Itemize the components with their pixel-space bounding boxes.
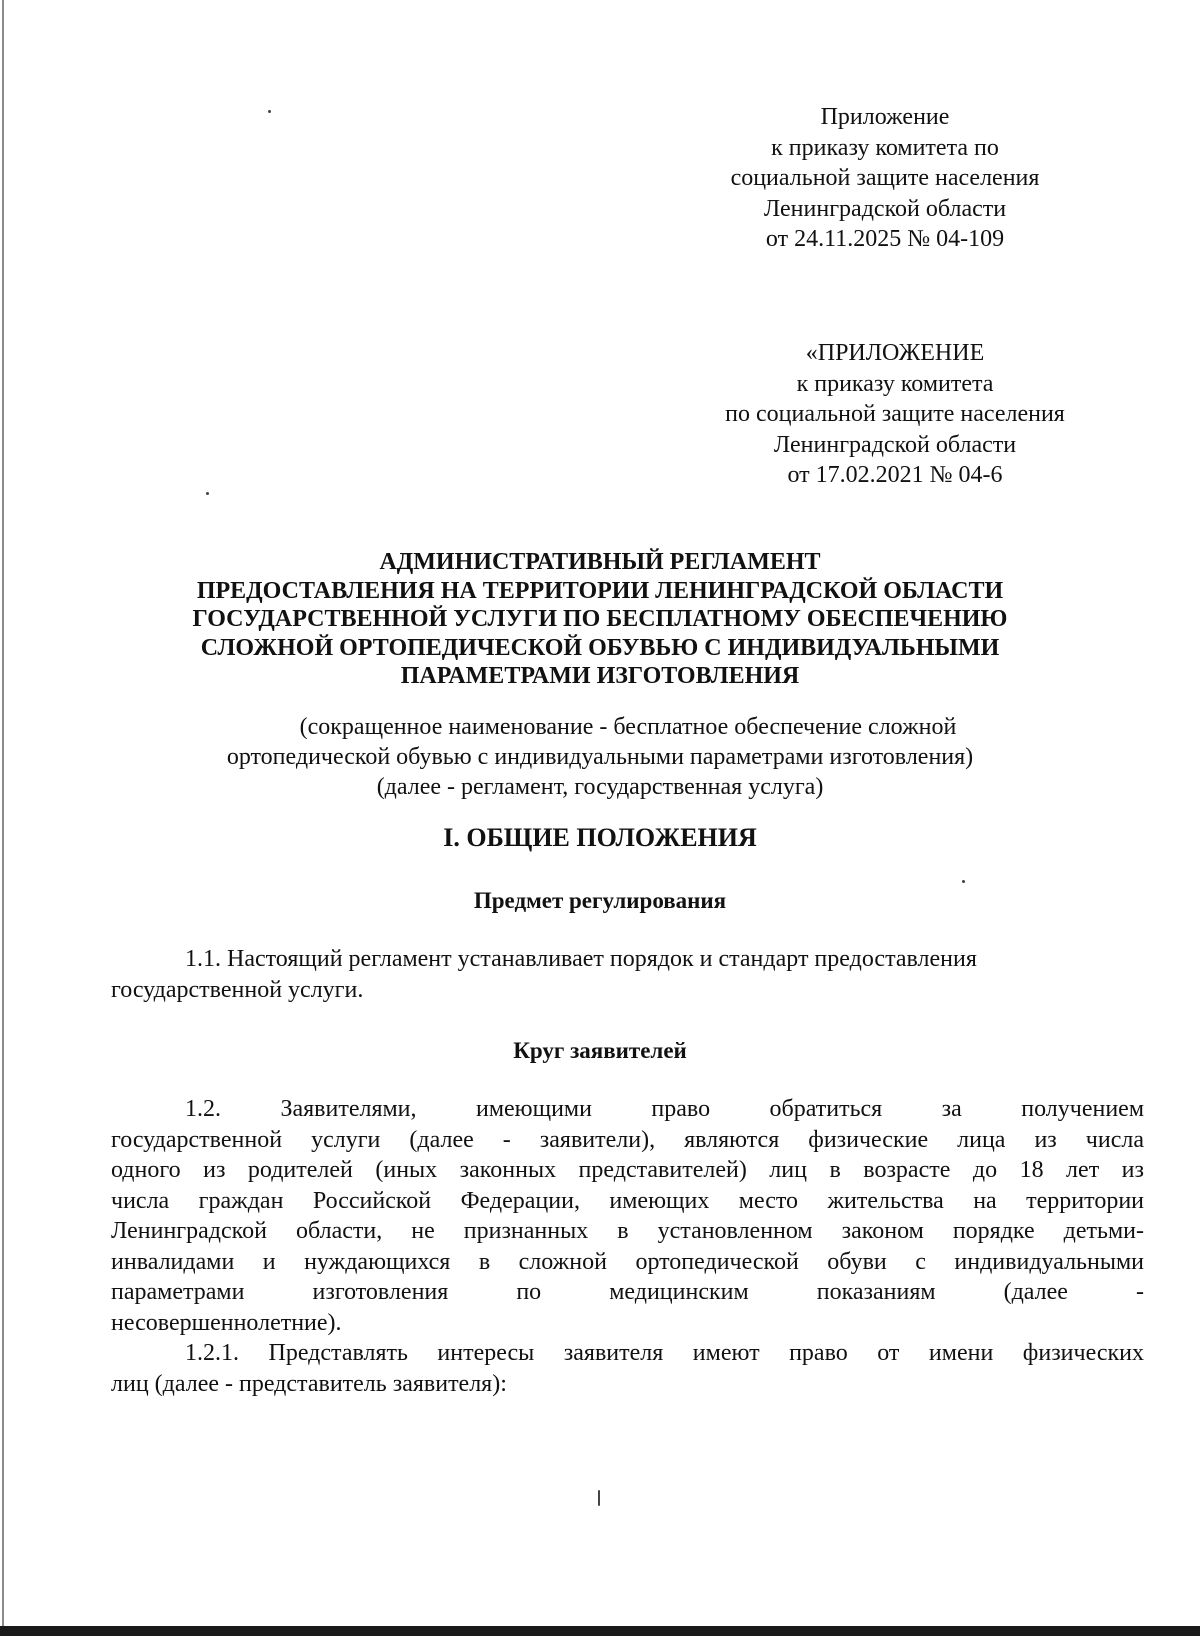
original-appendix-line: Ленинградской области bbox=[773, 431, 1017, 458]
scan-speck bbox=[268, 110, 271, 113]
paragraph-line: несовершеннолетние). bbox=[111, 1309, 342, 1336]
original-appendix-line: «ПРИЛОЖЕНИЕ bbox=[805, 340, 985, 366]
paragraph-line: числа граждан Российской Федерации, имеющих место жительства на территории bbox=[111, 1187, 1144, 1214]
paragraph-line: параметрами изготовления по медицинским показаниям (далее - bbox=[111, 1279, 1144, 1305]
paragraph-1-2 bbox=[111, 1094, 1144, 1338]
title-line: СЛОЖНОЙ ОРТОПЕДИЧЕСКОЙ ОБУВЬЮ С ИНДИВИДУАЛЬНЫМИ bbox=[200, 634, 1000, 661]
title-line: ПАРАМЕТРАМИ ИЗГОТОВЛЕНИЯ bbox=[400, 663, 800, 689]
paragraph-line: 1.2.1. Представлять интересы заявителя имеют право от имени физических bbox=[185, 1340, 1144, 1366]
paragraph-1-2-1 bbox=[111, 1338, 1144, 1399]
original-appendix-block bbox=[700, 338, 1090, 491]
section-heading: I. ОБЩИЕ ПОЛОЖЕНИЯ bbox=[443, 823, 757, 852]
paragraph-line: лиц (далее - представитель заявителя): bbox=[111, 1370, 507, 1397]
short-name-note bbox=[100, 712, 1100, 802]
scan-left-edge bbox=[2, 0, 4, 1636]
subheading-applicants: Круг заявителей bbox=[513, 1038, 687, 1063]
scan-bottom-edge bbox=[0, 1626, 1200, 1636]
title-line: АДМИНИСТРАТИВНЫЙ РЕГЛАМЕНТ bbox=[379, 549, 821, 575]
original-appendix-line: к приказу комитета bbox=[796, 370, 994, 397]
paragraph-line: 1.2. Заявителями, имеющими право обратиться за получением bbox=[185, 1096, 1144, 1122]
short-name-line: (сокращенное наименование - бесплатное обеспечение сложной bbox=[299, 714, 957, 740]
header-appendix-block bbox=[690, 102, 1080, 255]
original-appendix-line: по социальной защите населения bbox=[725, 401, 1065, 427]
paragraph-1-1 bbox=[111, 944, 1144, 1005]
scan-speck bbox=[598, 1490, 600, 1506]
paragraph-line: Ленинградской области, не признанных в установленном законом порядке детьми- bbox=[111, 1218, 1144, 1244]
scan-speck bbox=[962, 880, 965, 883]
paragraph-line: государственной услуги. bbox=[111, 976, 364, 1003]
short-name-line: ортопедической обувью с индивидуальными параметрами изготовления) bbox=[226, 744, 974, 770]
header-appendix-line: социальной защите населения bbox=[730, 165, 1040, 191]
document-title bbox=[100, 548, 1100, 691]
header-appendix-line: к приказу комитета по bbox=[771, 134, 999, 161]
scan-speck bbox=[206, 492, 209, 495]
short-name-line: (далее - регламент, государственная услуга) bbox=[376, 774, 824, 800]
header-appendix-line: Ленинградской области bbox=[763, 195, 1007, 222]
header-appendix-line: Приложение bbox=[820, 104, 950, 130]
paragraph-line: государственной услуги (далее - заявители), являются физические лица из числа bbox=[111, 1126, 1144, 1153]
paragraph-line: 1.1. Настоящий регламент устанавливает порядок и стандарт предоставления bbox=[185, 946, 977, 972]
title-line: ГОСУДАРСТВЕННОЙ УСЛУГИ ПО БЕСПЛАТНОМУ ОБЕСПЕЧЕНИЮ bbox=[192, 606, 1008, 632]
title-line: ПРЕДОСТАВЛЕНИЯ НА ТЕРРИТОРИИ ЛЕНИНГРАДСКОЙ ОБЛАСТИ bbox=[196, 577, 1004, 604]
paragraph-line: одного из родителей (иных законных представителей) лиц в возрасте до 18 лет из bbox=[111, 1157, 1144, 1183]
subheading-subject: Предмет регулирования bbox=[473, 888, 727, 913]
paragraph-line: инвалидами и нуждающихся в сложной ортопедической обуви с индивидуальными bbox=[111, 1248, 1144, 1275]
original-appendix-line: от 17.02.2021 № 04-6 bbox=[787, 462, 1003, 488]
header-appendix-line: от 24.11.2025 № 04-109 bbox=[765, 226, 1005, 252]
